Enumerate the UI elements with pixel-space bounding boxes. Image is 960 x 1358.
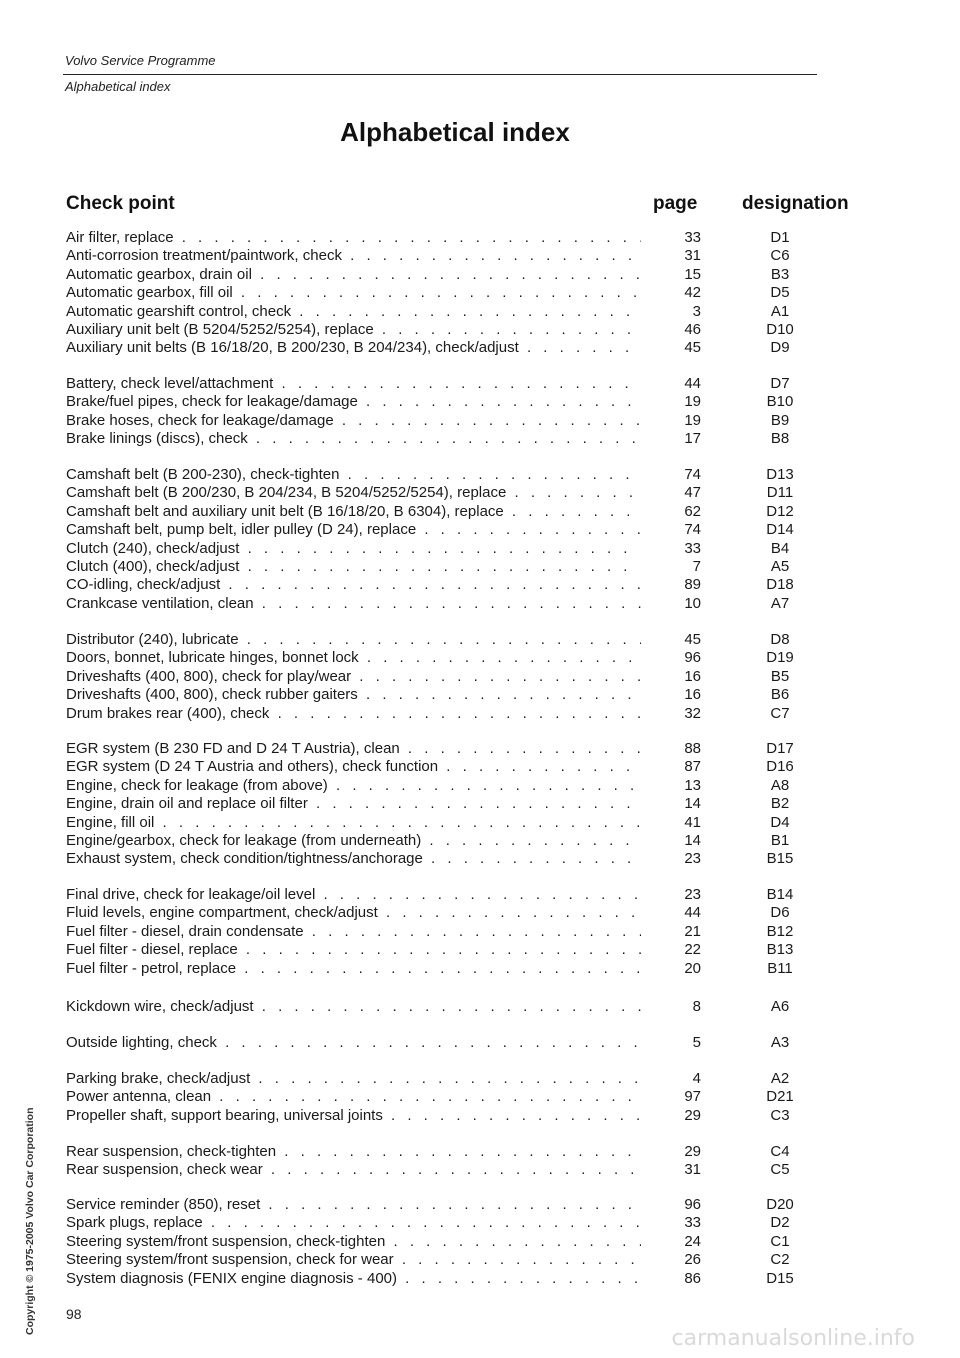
- index-topic: Fuel filter - diesel, replace . . .: [66, 941, 641, 959]
- index-group: [0, 466, 960, 613]
- index-row: [0, 1196, 960, 1214]
- index-page: 74: [684, 521, 701, 539]
- index-designation: D18: [766, 576, 794, 594]
- index-row: [0, 558, 960, 576]
- index-designation: C1: [770, 1232, 790, 1250]
- index-page: 33: [684, 539, 701, 557]
- index-row: [0, 998, 960, 1016]
- index-designation: D14: [766, 521, 794, 539]
- index-designation: B13: [766, 941, 794, 959]
- index-row: [0, 1161, 960, 1179]
- index-row: [0, 740, 960, 758]
- index-row: [0, 266, 960, 284]
- index-row: [0, 303, 960, 321]
- index-topic: Fuel filter - diesel, drain condensate . . .: [66, 923, 641, 941]
- index-designation: C5: [770, 1161, 790, 1179]
- index-page: 16: [684, 667, 701, 685]
- index-designation: B10: [766, 393, 794, 411]
- index-page: 89: [684, 576, 701, 594]
- index-row: [0, 339, 960, 357]
- index-page: 19: [684, 393, 701, 411]
- index-topic: Brake linings (discs), check . . .: [66, 430, 641, 448]
- index-page: 21: [684, 922, 701, 940]
- index-page: 22: [684, 941, 701, 959]
- index-group: [0, 229, 960, 358]
- index-topic: EGR system (B 230 FD and D 24 T Austria), clean . . .: [66, 740, 641, 758]
- index-row: [0, 649, 960, 667]
- index-designation: B12: [766, 922, 794, 940]
- index-topic: Rear suspension, check-tighten . . .: [66, 1143, 641, 1161]
- index-page: 15: [684, 265, 701, 283]
- index-topic: Auxiliary unit belt (B 5204/5252/5254), replace . . .: [66, 321, 641, 339]
- index-page: 33: [684, 1214, 701, 1232]
- index-row: [0, 466, 960, 484]
- index-topic: Camshaft belt, pump belt, idler pulley (D 24), replace . . .: [66, 521, 641, 539]
- index-group: [0, 740, 960, 869]
- index-designation: D21: [766, 1088, 794, 1106]
- index-group: [0, 886, 960, 978]
- index-topic: Engine, drain oil and replace oil filter . . .: [66, 795, 641, 813]
- index-designation: D9: [770, 339, 790, 357]
- index-row: [0, 1251, 960, 1269]
- index-designation: D19: [766, 649, 794, 667]
- index-row: [0, 850, 960, 868]
- index-topic: Steering system/front suspension, check-tighten . . .: [66, 1233, 641, 1251]
- index-topic: Service reminder (850), reset . . .: [66, 1196, 641, 1214]
- index-row: [0, 1270, 960, 1288]
- index-page: 31: [684, 1161, 701, 1179]
- index-group: [0, 1196, 960, 1288]
- index-designation: D15: [766, 1269, 794, 1287]
- index-page: 46: [684, 320, 701, 338]
- index-page: 88: [684, 740, 701, 757]
- index-topic: Fuel filter - petrol, replace . . .: [66, 960, 641, 978]
- index-page: 96: [684, 649, 701, 667]
- index-row: [0, 668, 960, 686]
- index-designation: C6: [770, 247, 790, 265]
- index-page: 3: [692, 302, 701, 320]
- index-designation: B8: [770, 430, 790, 448]
- index-designation: C4: [770, 1143, 790, 1160]
- index-row: [0, 521, 960, 539]
- index-topic: Spark plugs, replace . . .: [66, 1214, 641, 1232]
- index-page: 62: [684, 502, 701, 520]
- index-row: [0, 1107, 960, 1125]
- index-page: 14: [684, 795, 701, 813]
- index-row: [0, 503, 960, 521]
- index-topic: Driveshafts (400, 800), check for play/wear . . .: [66, 668, 641, 686]
- header-section-title: Alphabetical index: [65, 79, 171, 94]
- index-topic: Battery, check level/attachment . . .: [66, 375, 641, 393]
- index-row: [0, 941, 960, 959]
- index-topic: Distributor (240), lubricate . . .: [66, 631, 641, 649]
- index-page: 33: [684, 229, 701, 246]
- index-page: 45: [684, 631, 701, 648]
- index-page: 13: [684, 776, 701, 794]
- index-topic: Propeller shaft, support bearing, universal joints . . .: [66, 1107, 641, 1125]
- index-group: [0, 631, 960, 723]
- index-page: 24: [684, 1232, 701, 1250]
- index-row: [0, 631, 960, 649]
- index-page: 96: [684, 1196, 701, 1213]
- index-designation: B11: [767, 959, 793, 977]
- index-page: 16: [684, 686, 701, 704]
- index-row: [0, 1034, 960, 1052]
- index-row: [0, 321, 960, 339]
- index-row: [0, 814, 960, 832]
- index-designation: D8: [770, 631, 790, 648]
- index-designation: D2: [770, 1214, 790, 1232]
- index-topic: Clutch (400), check/adjust . . .: [66, 558, 641, 576]
- index-designation: D13: [766, 466, 794, 483]
- index-row: [0, 576, 960, 594]
- index-topic: Final drive, check for leakage/oil level . . .: [66, 886, 641, 904]
- index-row: [0, 284, 960, 302]
- index-group: [0, 375, 960, 449]
- index-topic: CO-idling, check/adjust . . .: [66, 576, 641, 594]
- index-designation: B9: [770, 411, 790, 429]
- index-designation: D4: [770, 813, 790, 831]
- index-page: 19: [684, 411, 701, 429]
- index-row: [0, 886, 960, 904]
- index-topic: Automatic gearbox, drain oil . . .: [66, 266, 641, 284]
- index-row: [0, 412, 960, 430]
- index-page: 86: [684, 1269, 701, 1287]
- index-row: [0, 229, 960, 247]
- index-designation: B4: [770, 539, 790, 557]
- header-series-title: Volvo Service Programme: [65, 53, 216, 68]
- index-designation: A5: [770, 557, 790, 575]
- index-page: 32: [684, 704, 701, 722]
- index-designation: A8: [770, 776, 790, 794]
- index-topic: Parking brake, check/adjust . . .: [66, 1070, 641, 1088]
- index-page: 47: [684, 484, 701, 502]
- index-topic: Exhaust system, check condition/tightness/anchorage . . .: [66, 850, 641, 868]
- index-topic: Drum brakes rear (400), check . . .: [66, 705, 641, 723]
- index-designation: D20: [766, 1196, 794, 1213]
- index-page: 42: [684, 284, 701, 302]
- index-topic: Auxiliary unit belts (B 16/18/20, B 200/230, B 204/234), check/adjust . . .: [66, 339, 641, 357]
- index-page: 20: [684, 959, 701, 977]
- index-topic: Fluid levels, engine compartment, check/adjust . . .: [66, 904, 641, 922]
- index-designation: D10: [766, 320, 794, 338]
- index-row: [0, 247, 960, 265]
- index-designation: A3: [770, 1034, 790, 1051]
- index-topic: Air filter, replace . . .: [66, 229, 641, 247]
- index-page: 8: [692, 998, 701, 1015]
- index-designation: C7: [770, 704, 790, 722]
- index-row: [0, 923, 960, 941]
- index-row: [0, 1088, 960, 1106]
- index-row: [0, 795, 960, 813]
- column-header-page: page: [653, 193, 698, 214]
- page-number: 98: [66, 1306, 82, 1322]
- index-page: 31: [684, 247, 701, 265]
- index-page: 17: [684, 430, 701, 448]
- index-page: 44: [684, 375, 701, 392]
- index-topic: Crankcase ventilation, clean . . .: [66, 595, 641, 613]
- watermark: carmanualsonline.info: [671, 1326, 915, 1351]
- column-header-check-point: Check point: [66, 193, 175, 214]
- index-row: [0, 595, 960, 613]
- index-row: [0, 484, 960, 502]
- index-topic: Brake/fuel pipes, check for leakage/damage . . .: [66, 393, 641, 411]
- index-row: [0, 1143, 960, 1161]
- index-designation: D17: [766, 740, 794, 757]
- index-row: [0, 1070, 960, 1088]
- index-page: 45: [684, 339, 701, 357]
- index-topic: Engine, check for leakage (from above) . . .: [66, 777, 641, 795]
- index-row: [0, 758, 960, 776]
- index-row: [0, 904, 960, 922]
- index-designation: B15: [766, 850, 794, 868]
- index-topic: Steering system/front suspension, check for wear . . .: [66, 1251, 641, 1269]
- index-page: 4: [692, 1070, 701, 1087]
- index-designation: A1: [770, 302, 790, 320]
- index-page: 44: [684, 904, 701, 922]
- index-page: 26: [684, 1251, 701, 1269]
- index-designation: D1: [770, 229, 790, 246]
- index-designation: A6: [770, 998, 790, 1015]
- index-row: [0, 540, 960, 558]
- column-header-designation: designation: [742, 193, 849, 214]
- index-page: 14: [684, 831, 701, 849]
- index-designation: D12: [766, 502, 794, 520]
- index-group: [0, 1070, 960, 1125]
- index-designation: D7: [770, 375, 790, 392]
- index-row: [0, 686, 960, 704]
- index-designation: B1: [770, 831, 790, 849]
- index-designation: A7: [770, 594, 790, 612]
- index-topic: Anti-corrosion treatment/paintwork, check . . .: [66, 247, 641, 265]
- index-designation: D5: [770, 284, 790, 302]
- index-designation: B3: [770, 265, 790, 283]
- index-topic: System diagnosis (FENIX engine diagnosis - 400) . . .: [66, 1270, 641, 1288]
- index-row: [0, 832, 960, 850]
- index-row: [0, 1233, 960, 1251]
- index-row: [0, 393, 960, 411]
- index-topic: Brake hoses, check for leakage/damage . . .: [66, 412, 641, 430]
- index-page: 29: [684, 1106, 701, 1124]
- index-page: 97: [684, 1088, 701, 1106]
- index-designation: B5: [770, 667, 790, 685]
- index-page: 5: [692, 1034, 701, 1051]
- index-page: 23: [684, 886, 701, 903]
- index-row: [0, 960, 960, 978]
- index-topic: Outside lighting, check . . .: [66, 1034, 641, 1052]
- index-designation: B6: [770, 686, 790, 704]
- index-page: 74: [684, 466, 701, 483]
- index-page: 10: [684, 594, 701, 612]
- index-page: 29: [684, 1143, 701, 1160]
- index-row: [0, 777, 960, 795]
- copyright-notice: Copyright © 1975-2005 Volvo Car Corporation: [24, 1107, 36, 1335]
- index-topic: Camshaft belt and auxiliary unit belt (B 16/18/20, B 6304), replace . . .: [66, 503, 641, 521]
- index-page: 7: [692, 557, 701, 575]
- index-row: [0, 430, 960, 448]
- index-topic: Camshaft belt (B 200/230, B 204/234, B 5204/5252/5254), replace . . .: [66, 484, 641, 502]
- index-designation: B2: [770, 795, 790, 813]
- index-designation: C3: [770, 1106, 790, 1124]
- index-page: 23: [684, 850, 701, 868]
- index-group: [0, 1143, 960, 1180]
- index-topic: Rear suspension, check wear . . .: [66, 1161, 641, 1179]
- index-designation: D16: [766, 758, 794, 776]
- index-designation: A2: [770, 1070, 790, 1087]
- index-designation: D6: [770, 904, 790, 922]
- index-topic: Engine/gearbox, check for leakage (from underneath) . . .: [66, 832, 641, 850]
- index-topic: Driveshafts (400, 800), check rubber gaiters . . .: [66, 686, 641, 704]
- index-topic: Automatic gearshift control, check . . .: [66, 303, 641, 321]
- index-group: [0, 998, 960, 1016]
- index-topic: Doors, bonnet, lubricate hinges, bonnet lock . . .: [66, 649, 641, 667]
- index-row: [0, 705, 960, 723]
- index-topic: Engine, fill oil . . .: [66, 814, 641, 832]
- index-row: [0, 1214, 960, 1232]
- index-topic: Camshaft belt (B 200-230), check-tighten . . .: [66, 466, 641, 484]
- index-topic: Clutch (240), check/adjust . . .: [66, 540, 641, 558]
- index-topic: EGR system (D 24 T Austria and others), check function . . .: [66, 758, 641, 776]
- index-designation: C2: [770, 1251, 790, 1269]
- index-page: 87: [684, 758, 701, 776]
- index-group: [0, 1034, 960, 1052]
- index-topic: Automatic gearbox, fill oil . . .: [66, 284, 641, 302]
- index-page: 41: [684, 813, 701, 831]
- index-designation: B14: [766, 886, 794, 903]
- index-row: [0, 375, 960, 393]
- page-title: Alphabetical index: [340, 117, 570, 147]
- index-designation: D11: [766, 484, 794, 502]
- index-topic: Kickdown wire, check/adjust . . .: [66, 998, 641, 1016]
- index-topic: Power antenna, clean . . .: [66, 1088, 641, 1106]
